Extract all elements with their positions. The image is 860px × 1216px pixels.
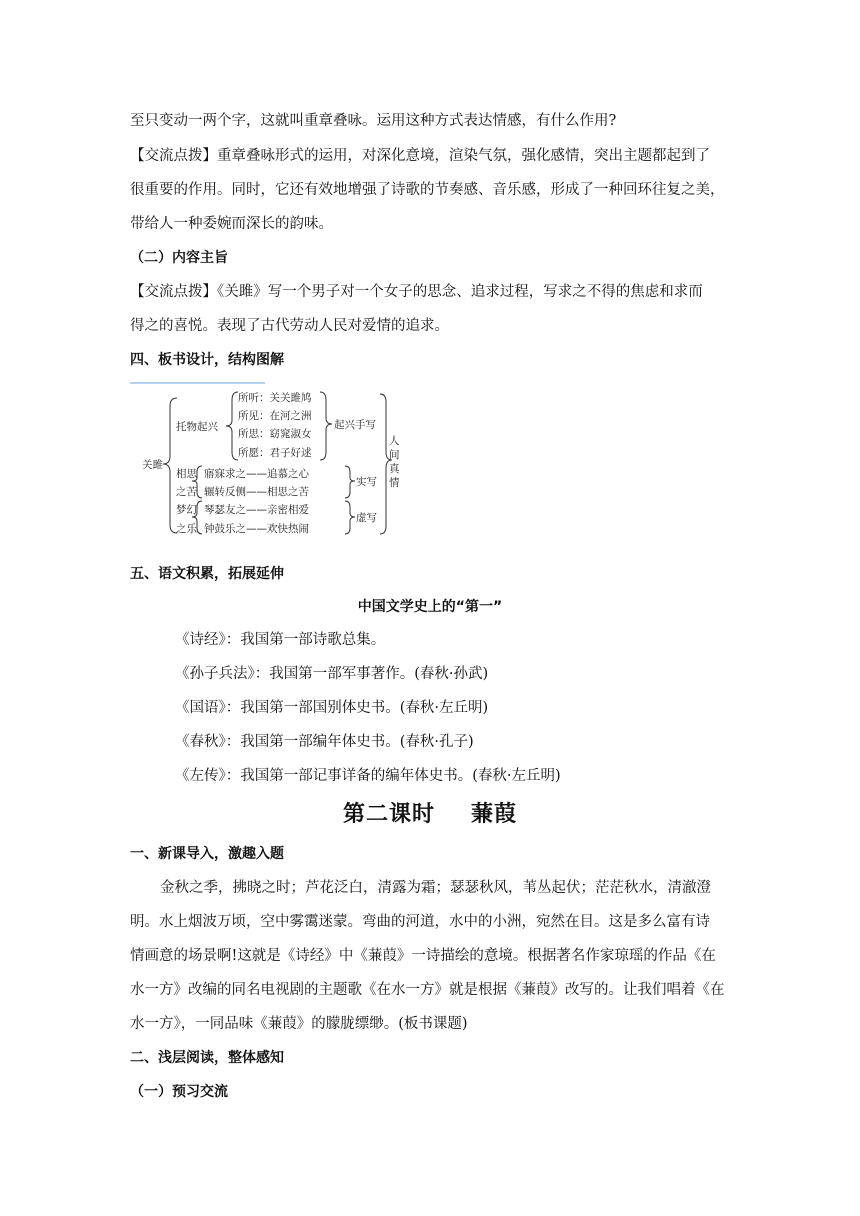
diagram-group1-label: 托物起兴: [176, 421, 218, 433]
group2-right-brace: [345, 466, 355, 498]
root-brace: [163, 398, 177, 533]
group3-right-brace: [345, 501, 355, 534]
diagram-group3-label: 之乐: [176, 523, 197, 535]
section-heading: 二、浅层阅读，整体感知: [130, 1050, 284, 1066]
firsts-title: 中国文学史上的“第一”: [357, 599, 503, 615]
subsection-heading: （一）预习交流: [130, 1084, 228, 1100]
body-text-line: 水一方》，一同品味《蒹葭》的朦胧缥缈。(板书课题): [130, 1016, 468, 1032]
section-heading: 五、语文积累，拓展延伸: [130, 566, 284, 582]
diagram-group2-item: 寤寐求之——追慕之心: [204, 468, 309, 480]
body-text-line: 明。水上烟波万顷，空中雾霭迷蒙。弯曲的河道，水中的小洲，宛然在目。这是多么富有诗: [130, 914, 710, 930]
blackboard-structure-diagram: [130, 380, 400, 545]
diagram-group1-item: 所听：关关雎鸠: [238, 392, 312, 404]
body-text-line: 水一方》改编的同名电视剧的主题歌《在水一方》就是根据《蒹葭》改写的。让我们唱着《在: [130, 982, 725, 998]
diagram-group1-item: 所见：在河之洲: [238, 410, 312, 422]
diagram-conclusion-char: 情: [389, 477, 400, 489]
group1-right-brace: [320, 392, 332, 460]
firsts-item: 《诗经》：我国第一部诗歌总集。: [175, 632, 386, 648]
body-text-line: 【交流点拨】重章叠咏形式的运用，对深化意境，渲染气氛，强化感情，突出主题都起到了: [130, 148, 710, 164]
firsts-item: 《国语》：我国第一部国别体史书。(春秋·左丘明): [175, 700, 489, 716]
diagram-group3-item: 琴瑟友之——亲密相爱: [204, 504, 309, 516]
body-text-line: 很重要的作用。同时，它还有效地增强了诗歌的节奏感、音乐感，形成了一种回环往复之美，: [130, 182, 725, 198]
diagram-conclusion-char: 间: [389, 449, 400, 461]
section-heading: （二）内容主旨: [130, 250, 228, 266]
diagram-conclusion-char: 真: [389, 463, 400, 475]
diagram-group3-label: 梦幻: [176, 504, 197, 516]
group1-left-brace: [226, 392, 238, 460]
body-text-line: 【交流点拨】《关雎》写一个男子对一个女子的思念、追求过程，写求之不得的焦虑和求而: [130, 284, 703, 300]
diagram-group2-item: 辗转反侧——相思之苦: [204, 486, 309, 498]
body-text-line: 金秋之季，拂晓之时；芦花泛白，清露为霜；瑟瑟秋风，苇丛起伏；茫茫秋水，清澈澄: [160, 880, 711, 896]
diagram-group2-label: 之苦: [176, 486, 197, 498]
diagram-group3-summary: 虚写: [356, 512, 377, 524]
section-heading: 一、新课导入，激趣入题: [130, 846, 284, 862]
diagram-conclusion-char: 人: [389, 435, 400, 447]
section-heading: 四、板书设计，结构图解: [130, 352, 284, 368]
diagram-group1-item: 所愿：君子好逑: [238, 447, 312, 459]
lesson-title: [0, 800, 860, 830]
body-text-line: 带给人一种委婉而深长的韵味。: [130, 216, 333, 232]
lesson-title-period: 第二课时: [342, 802, 435, 827]
firsts-item: 《孙子兵法》：我国第一部军事著作。(春秋·孙武): [175, 666, 489, 682]
diagram-group1-item: 所思：窈窕淑女: [238, 428, 312, 440]
diagram-group1-summary: 起兴手写: [334, 419, 376, 431]
firsts-item: 《春秋》：我国第一部编年体史书。(春秋·孔子): [175, 734, 474, 750]
diagram-group2-summary: 实写: [356, 476, 377, 488]
diagram-root-label: 关雎: [142, 459, 163, 471]
body-text-line: 情画意的场景啊!这就是《诗经》中《蒹葭》一诗描绘的意境。根据著名作家琼瑶的作品《在: [130, 948, 716, 964]
diagram-group3-item: 钟鼓乐之——欢快热闹: [204, 523, 309, 535]
firsts-item: 《左传》：我国第一部记事详备的编年体史书。(春秋·左丘明): [175, 768, 561, 784]
body-text-line: 至只变动一两个字，这就叫重章叠咏。运用这种方式表达情感，有什么作用?: [130, 113, 617, 129]
diagram-group2-label: 相思: [176, 468, 197, 480]
body-text-line: 得之的喜悦。表现了古代劳动人民对爱情的追求。: [130, 318, 449, 334]
lesson-title-poem: 蒹葭: [471, 802, 518, 827]
